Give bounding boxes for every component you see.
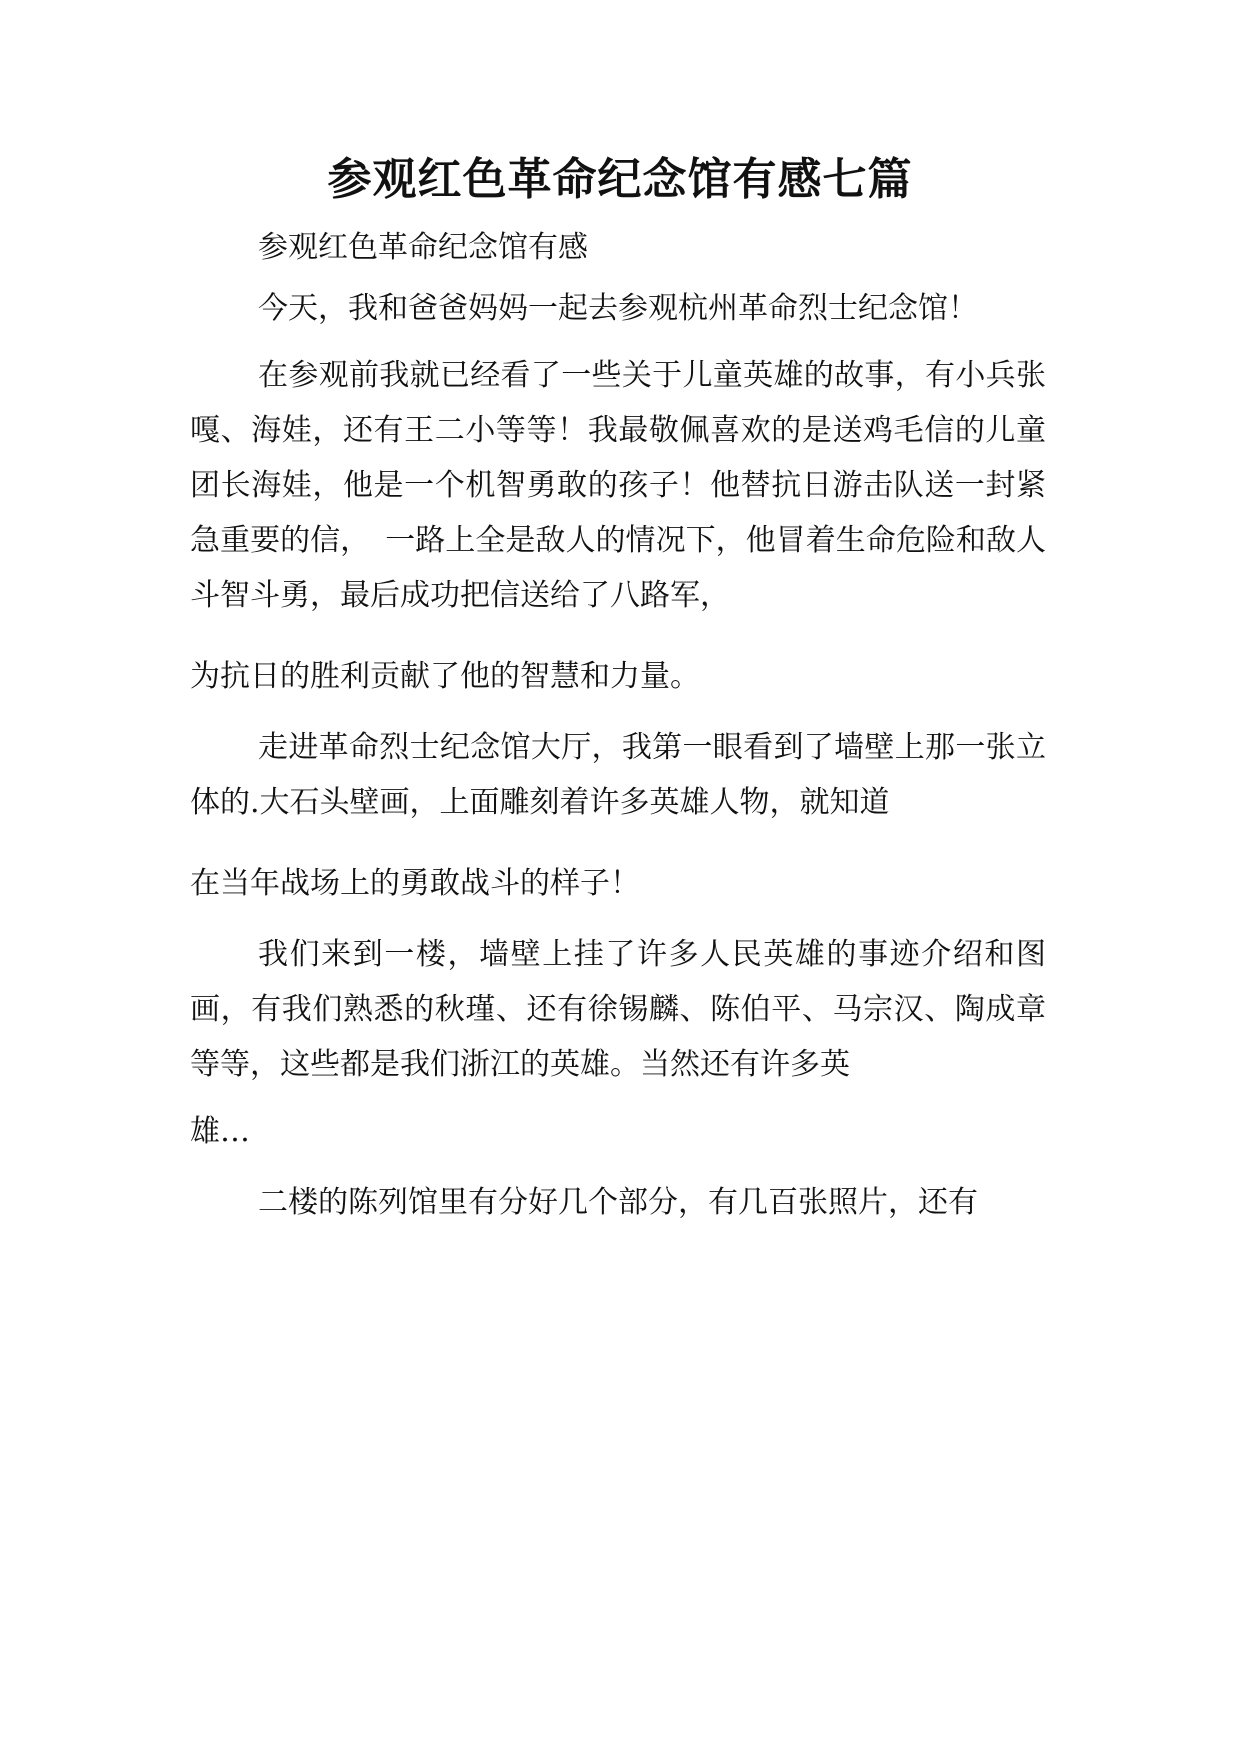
paragraph-tail: 为抗日的胜利贡献了他的智慧和力量。 [190, 659, 700, 694]
paragraph-text: 我们来到一楼，墙壁上挂了许多人民英雄的事迹介绍和图画，有我们熟悉的秋瑾、还有徐锡麟、陈伯平、马宗汉、陶成章等等，这些都是我们浙江的英雄。当然还有许多英 [190, 937, 1046, 1082]
paragraph-text: 二楼的陈列馆里有分好几个部分，有几百张照片，还有 [258, 1185, 978, 1220]
paragraph-intro [190, 281, 1046, 336]
paragraph-first-floor [190, 927, 1046, 1159]
document-body [190, 220, 1046, 1230]
paragraph-hall [190, 720, 1046, 911]
paragraph-text: 参观红色革命纪念馆有感 [258, 230, 588, 265]
paragraph-text: 在参观前我就已经看了一些关于儿童英雄的故事，有小兵张嘎、海娃，还有王二小等等！我最敬佩喜欢的是送鸡毛信的儿童团长海娃，他是一个机智勇敢的孩子！他替抗日游击队送一封紧急重要的信， 一路上全是敌人的情况下，他冒着生命危险和敌人斗智斗勇，最后成功把信送给了八路军， [190, 358, 1046, 613]
paragraph-subtitle [190, 220, 1046, 275]
paragraph-text: 走进革命烈士纪念馆大厅，我第一眼看到了墙壁上那一张立体的.大石头壁画，上面雕刻着许多英雄人物，就知道 [190, 730, 1046, 820]
paragraph-tail: 在当年战场上的勇敢战斗的样子！ [190, 866, 640, 901]
document-title: 参观红色革命纪念馆有感七篇 [327, 154, 913, 205]
paragraph-text: 今天，我和爸爸妈妈一起去参观杭州革命烈士纪念馆！ [258, 291, 978, 326]
paragraph-story [190, 348, 1046, 704]
paragraph-tail: 雄… [190, 1114, 250, 1149]
paragraph-second-floor [190, 1175, 1046, 1230]
